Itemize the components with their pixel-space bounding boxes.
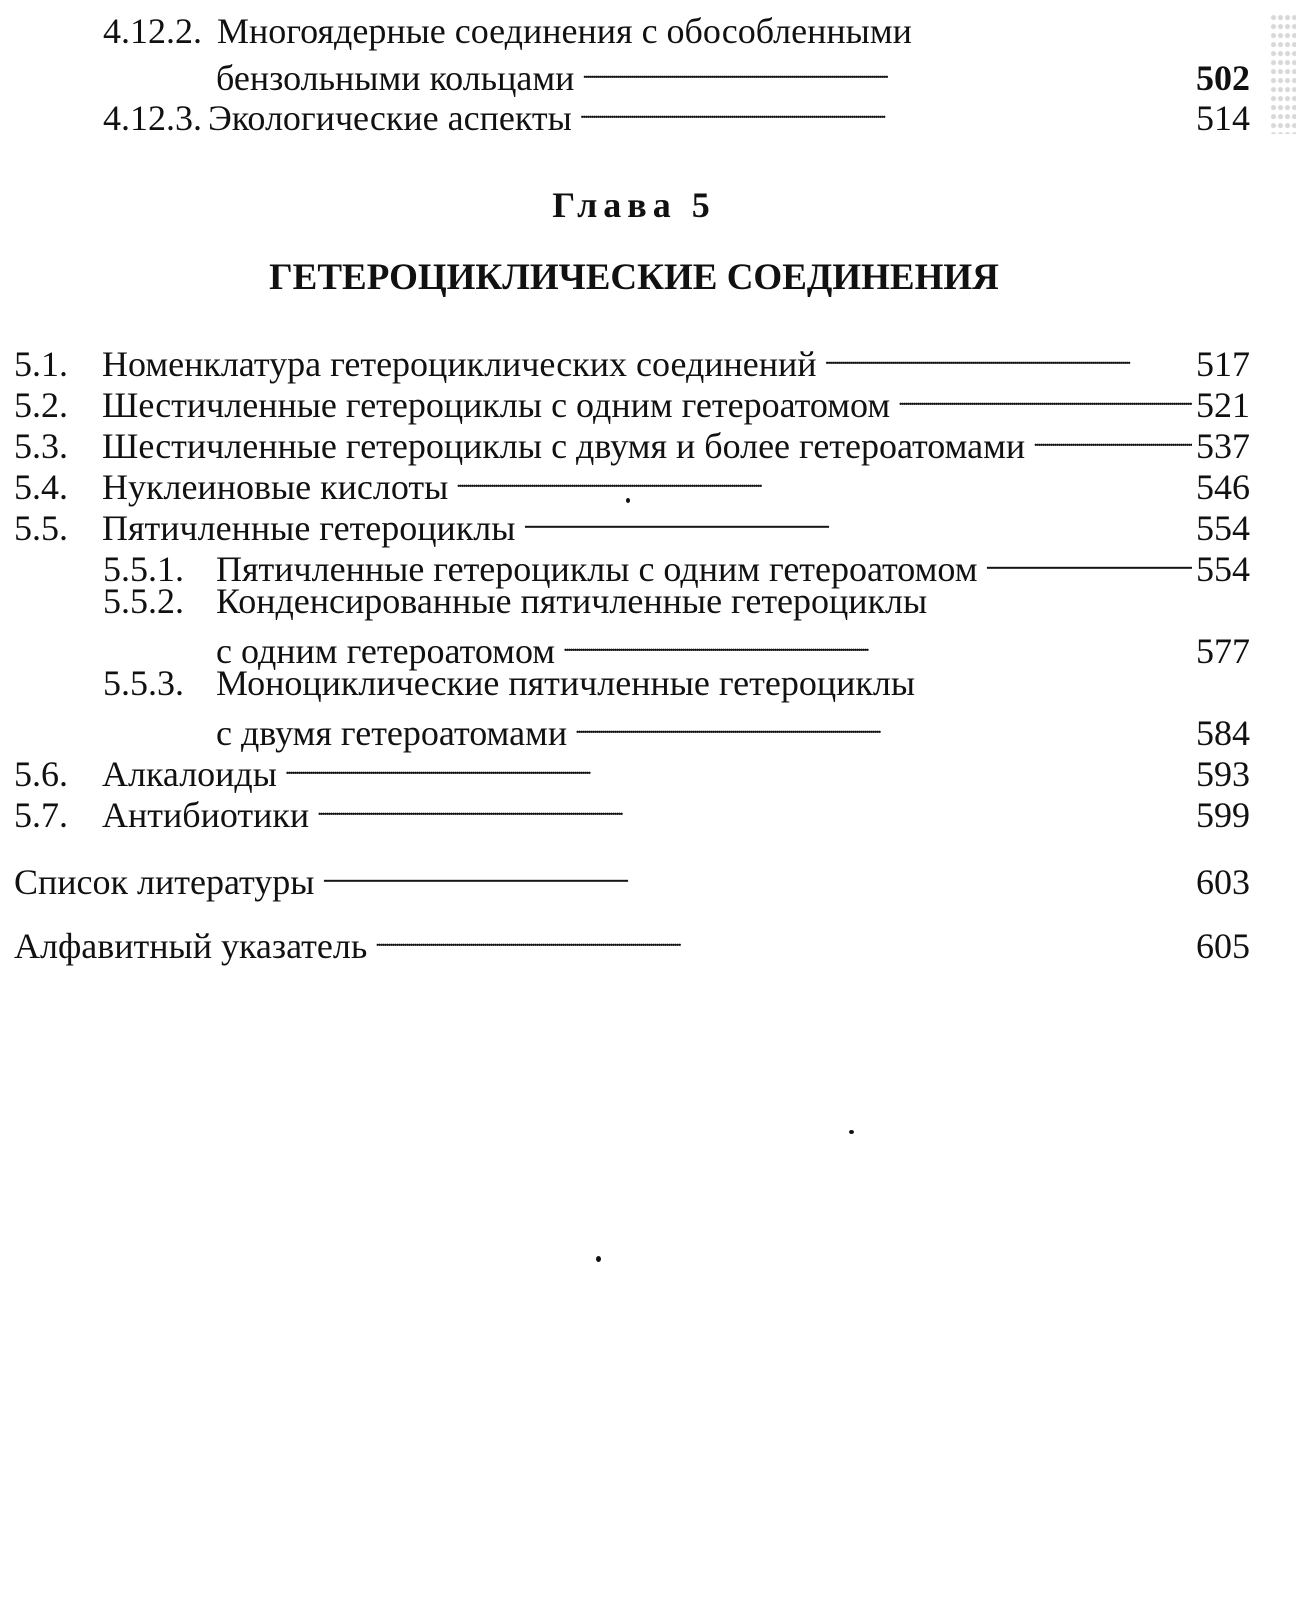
dot-leader [322, 852, 1192, 894]
toc-page-number: 537 [1196, 426, 1250, 466]
toc-page-number: 514 [1196, 98, 1250, 138]
toc-entry-title: Нуклеиновые кислоты [102, 467, 449, 507]
toc-entry-number: 5.7. [14, 795, 68, 835]
toc-entry-number: 4.12.3. [103, 98, 202, 138]
dot-leader [563, 621, 1192, 663]
toc-page-number: 554 [1196, 549, 1250, 589]
toc-entry-title: Пятичленные гетероциклы с одним гетероатомом [216, 549, 978, 589]
toc-entry-5-5-2-line1 [103, 580, 927, 622]
toc-entry-4-12-3[interactable] [103, 88, 1250, 139]
scan-speck [596, 1256, 601, 1262]
toc-entry-title-cont: бензольными кольцами [216, 58, 575, 98]
toc-entry-title: Алфавитный указатель [14, 926, 368, 966]
toc-entry-number: 5.5.3. [103, 663, 184, 703]
scan-speck [849, 1130, 854, 1134]
scan-speck [626, 498, 630, 503]
dot-leader [582, 48, 1192, 90]
dot-leader [898, 375, 1192, 417]
toc-entry-4-12-2-line1 [103, 10, 912, 52]
dot-leader [317, 785, 1192, 827]
toc-entry-number: 5.5.2. [103, 581, 184, 621]
toc-entry-title: Пятичленные гетероциклы [102, 508, 516, 548]
dot-leader [285, 744, 1192, 786]
toc-page-number: 502 [1196, 58, 1250, 98]
chapter-title: ГЕТЕРОЦИКЛИЧЕСКИЕ СОЕДИНЕНИЯ [269, 257, 999, 298]
toc-entry-number: 5.4. [14, 467, 68, 507]
toc-entry-title: Шестичленные гетероциклы с двумя и более гетероатомами [102, 426, 1026, 466]
dot-leader [456, 457, 1192, 499]
toc-entry-number: 5.2. [14, 385, 68, 425]
toc-page-number: 593 [1196, 754, 1250, 794]
dot-leader [375, 916, 1192, 958]
toc-entry-index[interactable] [14, 916, 1250, 967]
toc-entry-number: 5.1. [14, 344, 68, 384]
toc-entry-bibliography[interactable] [14, 852, 1250, 903]
toc-page-number: 603 [1196, 862, 1250, 902]
toc-entry-title-cont: с одним гетероатомом [216, 631, 556, 671]
toc-entry-title: Антибиотики [102, 795, 310, 835]
toc-page-number: 584 [1196, 713, 1250, 753]
toc-entry-title-cont: с двумя гетероатомами [216, 713, 568, 753]
toc-entry-title: Многоядерные соединения с обособленными [217, 11, 912, 51]
toc-entry-number: 4.12.2. [103, 11, 202, 51]
toc-entry-title: Алкалоиды [102, 754, 277, 794]
toc-page-number: 605 [1196, 926, 1250, 966]
toc-entry-number: 5.3. [14, 426, 68, 466]
toc-page-number: 599 [1196, 795, 1250, 835]
dot-leader [575, 703, 1192, 745]
toc-entry-title: Моноциклические пятичленные гетероциклы [216, 663, 916, 703]
toc-entry-title: Шестичленные гетероциклы с одним гетероатомом [102, 385, 891, 425]
toc-entry-5-5-3-line1 [103, 662, 915, 704]
toc-page-number: 577 [1196, 631, 1250, 671]
toc-page-number: 554 [1196, 508, 1250, 548]
dot-leader [523, 498, 1192, 540]
toc-entry-number: 5.5. [14, 508, 68, 548]
dot-leader [580, 88, 1192, 130]
dot-leader [1033, 416, 1192, 458]
scan-smudge [1270, 14, 1296, 134]
toc-page-number: 517 [1196, 344, 1250, 384]
toc-entry-title: Номенклатура гетероциклических соединений [102, 344, 817, 384]
toc-entry-number: 5.6. [14, 754, 68, 794]
toc-entry-title: Список литературы [14, 862, 315, 902]
dot-leader [986, 539, 1192, 581]
toc-entry-title: Конденсированные пятичленные гетероциклы [216, 581, 928, 621]
toc-page-number: 521 [1196, 385, 1250, 425]
toc-entry-5-7[interactable] [14, 785, 1250, 836]
dot-leader [825, 334, 1192, 376]
toc-entry-title: Экологические аспекты [208, 98, 572, 138]
toc-page-number: 546 [1196, 467, 1250, 507]
chapter-label: Глава 5 [552, 185, 716, 225]
toc-entry-number: 5.5.1. [103, 549, 184, 589]
